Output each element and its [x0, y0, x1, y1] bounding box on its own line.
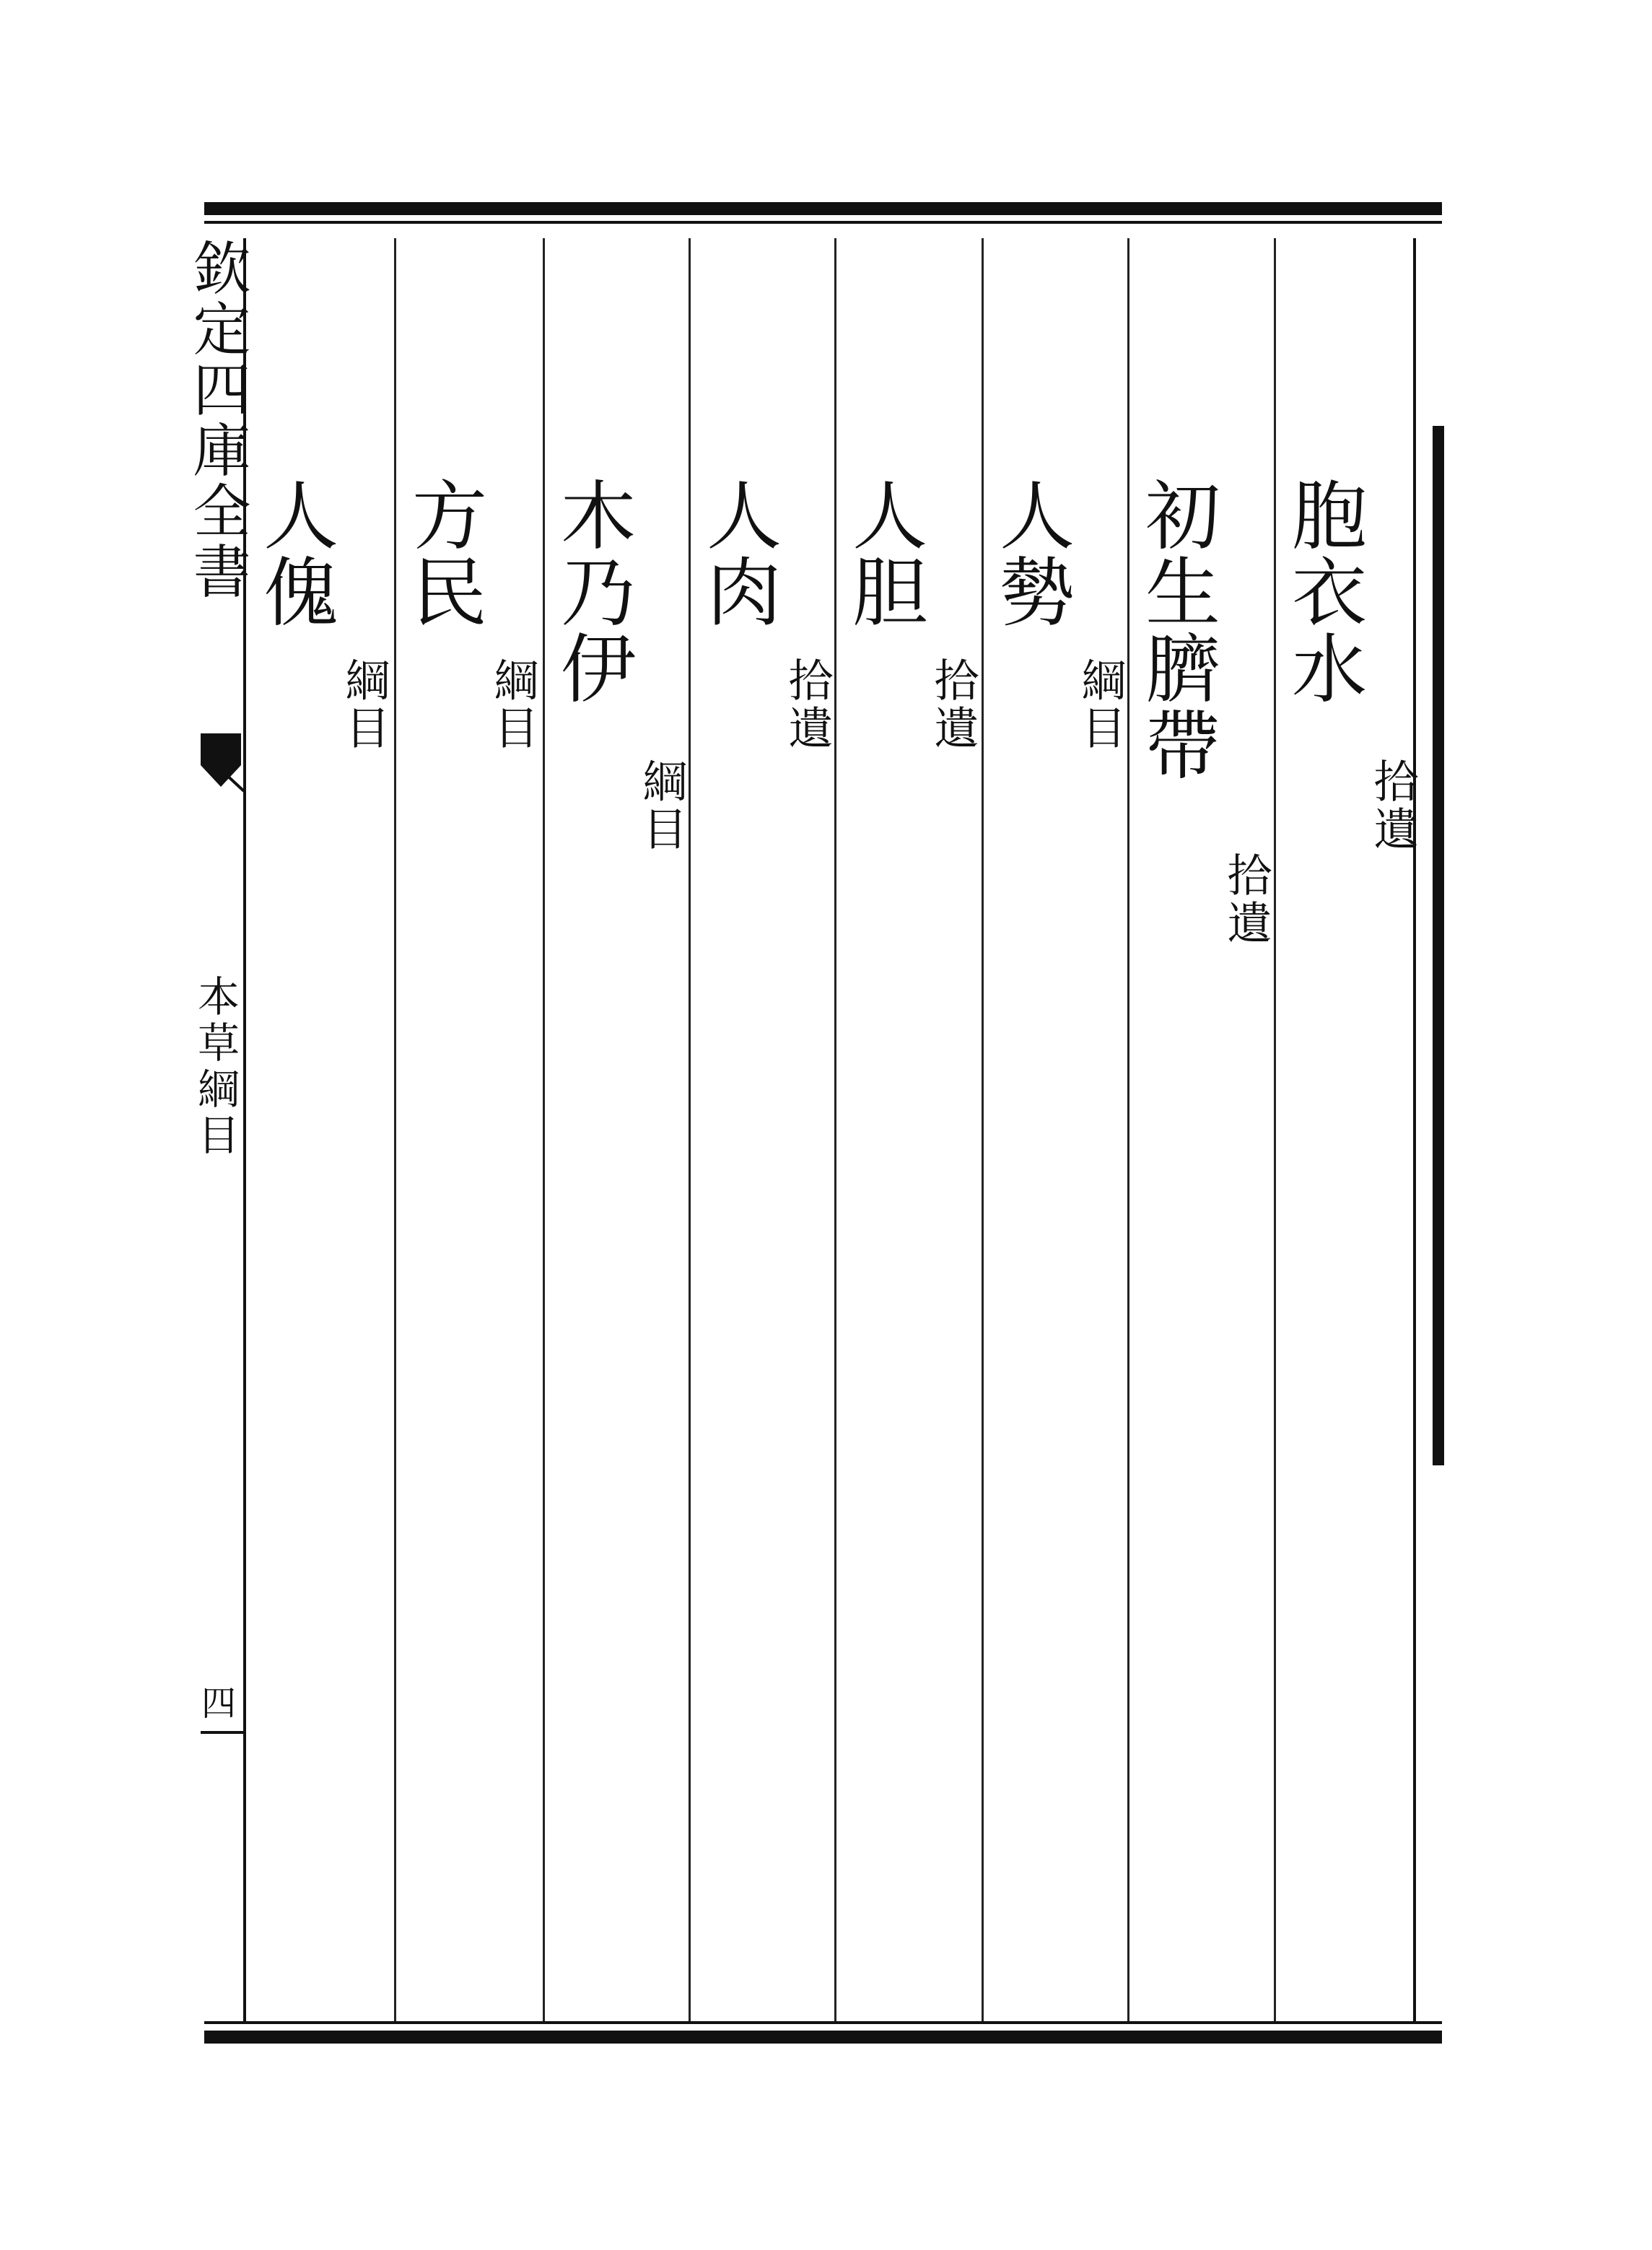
entry-column	[696, 476, 840, 1776]
entry-source: 拾遺	[781, 657, 834, 752]
page-number-rule	[201, 1731, 245, 1734]
entry-source: 綱目	[338, 657, 390, 752]
page-number: 四	[201, 1683, 236, 1724]
entry-column	[989, 476, 1133, 1776]
fish-tail-ornament-icon	[195, 729, 245, 793]
entry-source: 綱目	[486, 657, 539, 752]
entry-column	[839, 476, 986, 1776]
entry-name: 人傀	[250, 476, 338, 629]
entry-column	[401, 476, 546, 1776]
entry-source: 綱目	[1074, 657, 1127, 752]
entry-source: 拾遺	[1366, 758, 1419, 853]
top-border-thin	[204, 221, 1442, 224]
bottom-border-thick	[204, 2031, 1442, 2044]
entry-source: 拾遺	[927, 657, 979, 752]
entry-column	[1132, 476, 1279, 1776]
book-title: 欽定四庫全書	[183, 238, 250, 602]
entry-column	[250, 476, 397, 1776]
right-border-thick	[1433, 426, 1444, 1465]
entry-name: 人胆	[839, 476, 927, 629]
entry-source: 拾遺	[1220, 852, 1272, 947]
entry-name: 人勢	[987, 476, 1075, 629]
section-title: 本草綱目	[191, 974, 240, 1159]
top-border-thick	[204, 202, 1442, 215]
bottom-border-thin	[204, 2021, 1442, 2024]
entry-name: 初生臍帶	[1132, 476, 1220, 782]
entry-name: 方民	[399, 476, 487, 629]
entry-column	[1281, 476, 1425, 1776]
entry-name: 胞衣水	[1279, 476, 1367, 706]
entry-column	[550, 476, 694, 1776]
entry-source: 綱目	[635, 758, 688, 853]
entry-name: 木乃伊	[548, 476, 636, 706]
entry-name: 人肉	[694, 476, 782, 629]
